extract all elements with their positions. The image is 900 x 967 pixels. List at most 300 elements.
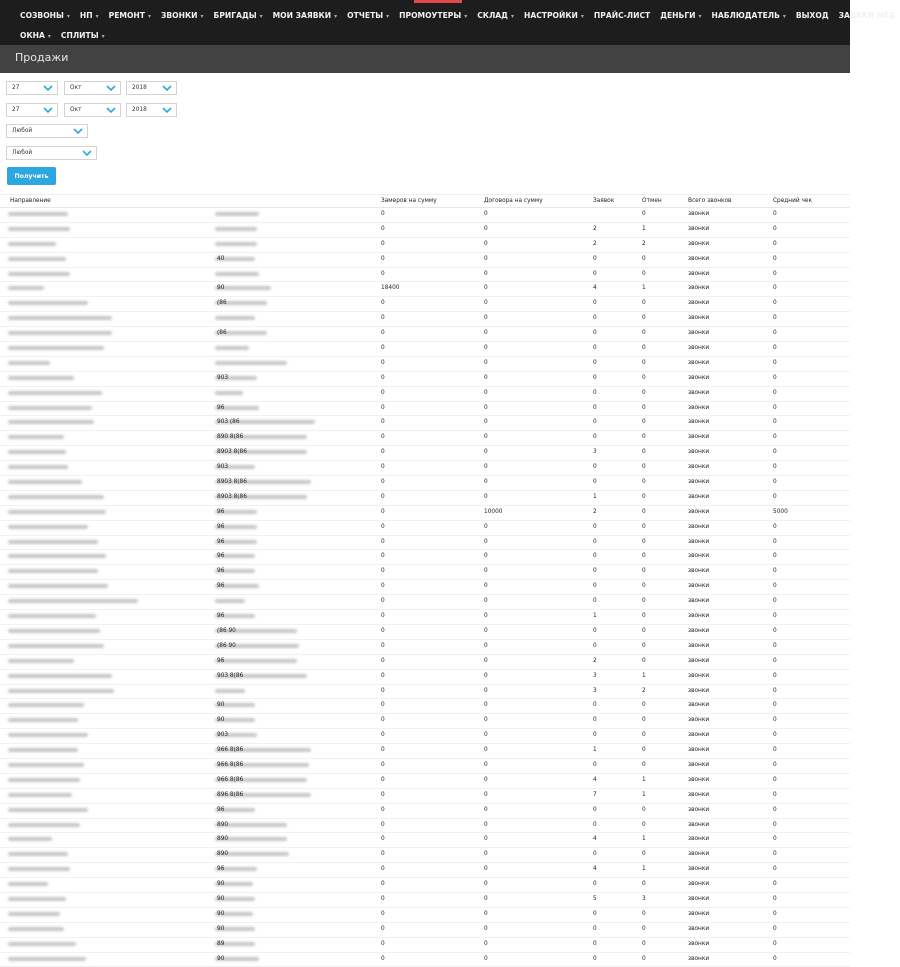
cell-vsego[interactable]: звонки (688, 270, 710, 277)
redacted-direction (8, 912, 60, 916)
cell-otmen: 0 (642, 761, 646, 768)
cell-zam-sum: 0 (381, 300, 385, 307)
cell-avg-check: 0 (773, 866, 777, 873)
cell-vsego[interactable]: звонки (688, 419, 710, 426)
date-from-month-value: Окт (70, 85, 82, 91)
cell-dog-sum: 0 (484, 940, 488, 947)
nav-item-row1-4[interactable] (209, 6, 268, 27)
cell-dog-sum: 0 (484, 955, 488, 962)
table-row (0, 953, 850, 967)
redacted-phone (215, 659, 297, 663)
cell-zayavok: 3 (593, 449, 597, 456)
cell-vsego[interactable]: звонки (688, 479, 710, 486)
cell-otmen: 0 (642, 359, 646, 366)
cell-otmen: 0 (642, 404, 646, 411)
nav-item-label: НАСТРОЙКИ (523, 10, 578, 20)
cell-zayavok: 0 (593, 702, 597, 709)
cell-phone: 966 8(86 (217, 776, 244, 783)
nav-item-label: ОКНА (20, 30, 45, 40)
cell-avg-check: 0 (773, 955, 777, 962)
nav-item-label: НП (79, 10, 93, 20)
cell-dog-sum: 0 (484, 225, 488, 232)
cell-vsego[interactable]: звонки (688, 449, 710, 456)
cell-dog-sum: 0 (484, 851, 488, 858)
cell-vsego[interactable]: звонки (688, 523, 710, 530)
cell-phone: 96 (217, 538, 225, 545)
cell-zayavok: 0 (593, 955, 597, 962)
cell-otmen: 3 (642, 895, 646, 902)
cell-avg-check: 0 (773, 583, 777, 590)
cell-phone: 903 (86 (217, 419, 240, 426)
nav-item-row1-13[interactable] (791, 6, 834, 26)
cell-avg-check: 0 (773, 895, 777, 902)
nav-item-label: ВЫХОД (795, 11, 829, 20)
cell-phone: (86 90 (217, 627, 236, 634)
chevron-down-icon (43, 107, 53, 114)
cell-dog-sum: 0 (484, 642, 488, 649)
cell-otmen: 0 (642, 330, 646, 337)
cell-zam-sum: 0 (381, 255, 385, 262)
cell-avg-check: 0 (773, 434, 777, 441)
cell-dog-sum: 0 (484, 538, 488, 545)
cell-zayavok: 0 (593, 642, 597, 649)
cell-dog-sum: 0 (484, 553, 488, 560)
cell-zayavok: 1 (593, 493, 597, 500)
cell-vsego[interactable]: звонки (688, 657, 710, 664)
cell-vsego[interactable]: звонки (688, 464, 710, 471)
table-row (0, 312, 850, 327)
table-row (0, 640, 850, 655)
cell-otmen: 0 (642, 851, 646, 858)
cell-zam-sum: 0 (381, 374, 385, 381)
cell-zam-sum: 0 (381, 672, 385, 679)
table-row (0, 223, 850, 238)
cell-vsego[interactable]: звонки (688, 374, 710, 381)
cell-otmen: 0 (642, 493, 646, 500)
date-to-day-value: 27 (12, 107, 20, 113)
table-row (0, 238, 850, 253)
nav-item-row1-9[interactable] (519, 6, 589, 27)
cell-zayavok: 1 (593, 747, 597, 754)
table-row (0, 372, 850, 387)
cell-dog-sum: 0 (484, 672, 488, 679)
cell-dog-sum: 0 (484, 389, 488, 396)
caret-down-icon: ▾ (101, 32, 105, 40)
date-from-year-select[interactable] (126, 81, 177, 95)
caret-down-icon: ▾ (200, 12, 204, 20)
cell-vsego[interactable]: звонки (688, 821, 710, 828)
nav-item-label: ОТЧЕТЫ (347, 10, 384, 20)
cell-vsego[interactable]: звонки (688, 568, 710, 575)
cell-avg-check: 0 (773, 359, 777, 366)
cell-zayavok: 0 (593, 583, 597, 590)
cell-vsego[interactable]: звонки (688, 538, 710, 545)
cell-zayavok: 2 (593, 225, 597, 232)
cell-avg-check: 0 (773, 940, 777, 947)
cell-phone: 90 (217, 955, 225, 962)
cell-vsego[interactable]: звонки (688, 345, 710, 352)
cell-zayavok: 0 (593, 330, 597, 337)
col-header-direction[interactable]: Направление (10, 198, 51, 204)
cell-vsego[interactable]: звонки (688, 255, 710, 262)
table-body (0, 208, 850, 967)
nav-item-row1-14[interactable] (834, 6, 900, 26)
cell-vsego[interactable]: звонки (688, 747, 710, 754)
cell-vsego[interactable]: звонки (688, 613, 710, 620)
cell-avg-check: 0 (773, 776, 777, 783)
table-row (0, 521, 850, 536)
col-header-otmen[interactable]: Отмен (642, 198, 662, 204)
table-row (0, 476, 850, 491)
nav-item-row1-7[interactable] (394, 6, 472, 27)
table-row (0, 491, 850, 506)
cell-vsego[interactable]: звонки (688, 493, 710, 500)
cell-vsego[interactable]: звонки (688, 791, 710, 798)
cell-avg-check: 0 (773, 702, 777, 709)
cell-dog-sum: 0 (484, 479, 488, 486)
caret-down-icon: ▾ (259, 12, 263, 20)
cell-zayavok: 0 (593, 881, 597, 888)
redacted-phone (215, 227, 257, 231)
table-header-row (0, 194, 850, 208)
cell-zam-sum: 0 (381, 717, 385, 724)
redacted-direction (8, 346, 104, 350)
nav-item-label: РЕМОНТ (108, 10, 145, 20)
cell-vsego[interactable]: звонки (688, 240, 710, 247)
cell-vsego[interactable]: звонки (688, 851, 710, 858)
cell-vsego[interactable]: звонки (688, 925, 710, 932)
cell-zayavok: 0 (593, 523, 597, 530)
nav-item-row2-1[interactable] (56, 26, 110, 47)
cell-zam-sum: 0 (381, 687, 385, 694)
cell-dog-sum: 0 (484, 523, 488, 530)
cell-zayavok: 2 (593, 508, 597, 515)
page-title: Продажи (15, 51, 69, 64)
cell-zam-sum: 0 (381, 836, 385, 843)
cell-dog-sum: 0 (484, 925, 488, 932)
cell-otmen: 0 (642, 419, 646, 426)
cell-zam-sum: 0 (381, 404, 385, 411)
cell-otmen: 0 (642, 374, 646, 381)
cell-phone: 96 (217, 583, 225, 590)
cell-vsego[interactable]: звонки (688, 211, 710, 217)
cell-phone: 90 (217, 910, 225, 917)
cell-avg-check: 0 (773, 404, 777, 411)
cell-vsego[interactable]: звонки (688, 672, 710, 679)
cell-otmen: 0 (642, 747, 646, 754)
cell-avg-check: 0 (773, 240, 777, 247)
table-row (0, 714, 850, 729)
table-row (0, 938, 850, 953)
cell-phone: 89 (217, 940, 225, 947)
table-row (0, 506, 850, 521)
redacted-direction (8, 525, 88, 529)
redacted-direction (8, 391, 102, 395)
cell-vsego[interactable]: звонки (688, 761, 710, 768)
cell-otmen: 0 (642, 925, 646, 932)
cell-phone: (86 (217, 330, 227, 337)
cell-vsego[interactable]: звонки (688, 881, 710, 888)
date-to-year-value: 2018 (132, 107, 147, 113)
cell-zayavok: 0 (593, 627, 597, 634)
caret-down-icon: ▾ (510, 12, 514, 20)
nav-item-row1-6[interactable] (342, 6, 394, 27)
cell-vsego[interactable]: звонки (688, 642, 710, 649)
cell-zam-sum: 0 (381, 702, 385, 709)
nav-item-row1-8[interactable] (472, 6, 519, 27)
cell-otmen: 0 (642, 955, 646, 962)
col-header-zam-sum[interactable]: Замеров на сумму (381, 198, 437, 204)
nav-item-label: СКЛАД (477, 10, 508, 20)
nav-item-row1-5[interactable] (268, 6, 343, 27)
caret-down-icon: ▾ (580, 12, 584, 20)
redacted-direction (8, 763, 84, 767)
nav-item-row1-3[interactable] (156, 6, 209, 27)
cell-zam-sum: 0 (381, 419, 385, 426)
cell-vsego[interactable]: звонки (688, 583, 710, 590)
nav-item-row1-11[interactable] (655, 6, 706, 27)
cell-vsego[interactable]: звонки (688, 359, 710, 366)
redacted-direction (8, 495, 104, 499)
caret-down-icon: ▾ (334, 12, 338, 20)
top-navbar (0, 0, 896, 45)
cell-zayavok: 0 (593, 479, 597, 486)
cell-zayavok: 0 (593, 419, 597, 426)
nav-item-row1-10[interactable] (589, 6, 655, 26)
cell-vsego[interactable]: звонки (688, 389, 710, 396)
cell-phone: 966 8(86 (217, 761, 244, 768)
cell-avg-check: 0 (773, 464, 777, 471)
cell-zam-sum: 0 (381, 330, 385, 337)
table-row (0, 699, 850, 714)
cell-otmen: 0 (642, 598, 646, 605)
cell-otmen: 0 (642, 553, 646, 560)
nav-item-row1-12[interactable] (707, 6, 791, 27)
chevron-down-icon (82, 150, 92, 157)
cell-avg-check: 0 (773, 598, 777, 605)
cell-avg-check: 0 (773, 553, 777, 560)
cell-zam-sum: 0 (381, 895, 385, 902)
get-report-button[interactable]: Получить (7, 167, 56, 185)
cell-dog-sum: 0 (484, 464, 488, 471)
cell-zam-sum: 0 (381, 910, 385, 917)
cell-otmen: 0 (642, 315, 646, 322)
cell-vsego[interactable]: звонки (688, 836, 710, 843)
cell-otmen: 0 (642, 910, 646, 917)
col-header-zayavok[interactable]: Заявок (593, 198, 615, 204)
cell-otmen: 0 (642, 613, 646, 620)
cell-vsego[interactable]: звонки (688, 627, 710, 634)
cell-dog-sum: 0 (484, 404, 488, 411)
cell-zam-sum: 0 (381, 583, 385, 590)
redacted-phone (215, 599, 245, 603)
redacted-phone (215, 346, 249, 350)
cell-zam-sum: 0 (381, 791, 385, 798)
cell-zam-sum: 0 (381, 806, 385, 813)
cell-zayavok: 0 (593, 359, 597, 366)
cell-zayavok: 5 (593, 895, 597, 902)
cell-dog-sum: 0 (484, 791, 488, 798)
redacted-direction (8, 882, 48, 886)
cell-vsego[interactable]: звонки (688, 315, 710, 322)
cell-avg-check: 0 (773, 538, 777, 545)
cell-phone: 90 (217, 702, 225, 709)
cell-phone: 96 (217, 553, 225, 560)
cell-avg-check: 0 (773, 851, 777, 858)
cell-otmen: 0 (642, 523, 646, 530)
redacted-direction (8, 748, 78, 752)
redacted-direction (8, 674, 112, 678)
cell-vsego[interactable]: звонки (688, 732, 710, 739)
cell-zam-sum: 0 (381, 881, 385, 888)
cell-dog-sum: 0 (484, 821, 488, 828)
cell-otmen: 1 (642, 776, 646, 783)
cell-zam-sum: 0 (381, 747, 385, 754)
cell-vsego[interactable]: звонки (688, 404, 710, 411)
nav-item-label: ПРОМОУТЕРЫ (399, 10, 462, 20)
redacted-direction (8, 927, 64, 931)
cell-zayavok: 0 (593, 538, 597, 545)
redacted-direction (8, 286, 44, 290)
table-row (0, 878, 850, 893)
caret-down-icon: ▾ (47, 32, 51, 40)
cell-avg-check: 0 (773, 791, 777, 798)
cell-vsego[interactable]: звонки (688, 940, 710, 947)
cell-vsego[interactable]: звонки (688, 285, 710, 292)
cell-phone: 96 (217, 508, 225, 515)
cell-vsego[interactable]: звонки (688, 553, 710, 560)
cell-zayavok: 0 (593, 925, 597, 932)
cell-vsego[interactable]: звонки (688, 687, 710, 694)
cell-dog-sum: 0 (484, 285, 488, 292)
chevron-down-icon (43, 85, 53, 92)
redacted-phone (215, 316, 255, 320)
cell-dog-sum: 0 (484, 657, 488, 664)
cell-zam-sum: 0 (381, 464, 385, 471)
table-row (0, 819, 850, 834)
nav-item-row1-2[interactable] (104, 6, 156, 27)
table-row (0, 625, 850, 640)
cell-vsego[interactable]: звонки (688, 702, 710, 709)
table-row (0, 804, 850, 819)
cell-vsego[interactable]: звонки (688, 895, 710, 902)
cell-avg-check: 0 (773, 523, 777, 530)
date-to-month-select[interactable] (64, 103, 121, 117)
date-from-day-select[interactable] (6, 81, 58, 95)
cell-otmen: 0 (642, 345, 646, 352)
cell-phone: 896 8(86 (217, 791, 244, 798)
cell-dog-sum: 0 (484, 493, 488, 500)
col-header-avg-check[interactable]: Средний чек (773, 198, 812, 204)
cell-zayavok: 0 (593, 821, 597, 828)
cell-phone: 903 8(86 (217, 672, 244, 679)
cell-phone: 90 (217, 881, 225, 888)
cell-zayavok: 0 (593, 598, 597, 605)
cell-dog-sum: 0 (484, 613, 488, 620)
col-header-dog-sum[interactable]: Договора на сумму (484, 198, 543, 204)
cell-avg-check: 0 (773, 672, 777, 679)
cell-vsego[interactable]: звонки (688, 955, 710, 962)
cell-vsego[interactable]: звонки (688, 225, 710, 232)
cell-vsego[interactable]: звонки (688, 806, 710, 813)
cell-zam-sum: 0 (381, 493, 385, 500)
redacted-direction (8, 823, 80, 827)
redacted-direction (8, 257, 66, 261)
date-from-month-select[interactable] (64, 81, 121, 95)
cell-zam-sum: 0 (381, 776, 385, 783)
cell-otmen: 2 (642, 240, 646, 247)
nav-item-label: НАБЛЮДАТЕЛЬ (711, 10, 780, 20)
nav-item-row1-1[interactable] (75, 6, 104, 27)
table-row (0, 908, 850, 923)
cell-avg-check: 0 (773, 732, 777, 739)
cell-otmen: 0 (642, 702, 646, 709)
redacted-direction (8, 242, 56, 246)
filter-select-1-value: Любой (12, 128, 33, 134)
cell-dog-sum: 0 (484, 449, 488, 456)
cell-zayavok: 0 (593, 389, 597, 396)
cell-dog-sum: 0 (484, 300, 488, 307)
table-row (0, 744, 850, 759)
cell-otmen: 0 (642, 464, 646, 471)
cell-vsego[interactable]: звонки (688, 300, 710, 307)
cell-avg-check: 0 (773, 613, 777, 620)
nav-item-row1-0[interactable] (15, 6, 75, 27)
cell-zayavok: 0 (593, 255, 597, 262)
cell-zayavok: 0 (593, 374, 597, 381)
cell-vsego[interactable]: звонки (688, 866, 710, 873)
cell-zam-sum: 0 (381, 553, 385, 560)
cell-avg-check: 0 (773, 285, 777, 292)
cell-vsego[interactable]: звонки (688, 508, 710, 515)
cell-vsego[interactable]: звонки (688, 717, 710, 724)
cell-avg-check: 0 (773, 657, 777, 664)
col-header-vsego[interactable]: Всего звонков (688, 198, 732, 204)
cell-avg-check: 0 (773, 717, 777, 724)
cell-zam-sum: 0 (381, 821, 385, 828)
cell-vsego[interactable]: звонки (688, 910, 710, 917)
cell-vsego[interactable]: звонки (688, 598, 710, 605)
filter-select-1[interactable] (6, 124, 88, 138)
redacted-phone (215, 242, 257, 246)
chevron-down-icon (106, 107, 116, 114)
cell-vsego[interactable]: звонки (688, 434, 710, 441)
cell-phone: 8903 8(86 (217, 493, 247, 500)
cell-vsego[interactable]: звонки (688, 776, 710, 783)
active-menu-indicator (414, 0, 462, 3)
redacted-direction (8, 897, 66, 901)
cell-avg-check: 0 (773, 761, 777, 768)
cell-otmen: 0 (642, 627, 646, 634)
table-row (0, 327, 850, 342)
redacted-direction (8, 212, 68, 216)
filter-select-2[interactable] (6, 146, 97, 160)
table-row (0, 893, 850, 908)
redacted-direction (8, 614, 96, 618)
cell-vsego[interactable]: звонки (688, 330, 710, 337)
date-to-day-select[interactable] (6, 103, 58, 117)
cell-zam-sum: 0 (381, 270, 385, 277)
cell-avg-check: 0 (773, 449, 777, 456)
cell-otmen: 0 (642, 940, 646, 947)
nav-item-row2-0[interactable] (15, 26, 56, 47)
cell-dog-sum: 0 (484, 910, 488, 917)
cell-dog-sum: 0 (484, 359, 488, 366)
cell-zayavok: 0 (593, 851, 597, 858)
cell-zam-sum: 0 (381, 359, 385, 366)
date-to-year-select[interactable] (126, 103, 177, 117)
table-row (0, 268, 850, 283)
